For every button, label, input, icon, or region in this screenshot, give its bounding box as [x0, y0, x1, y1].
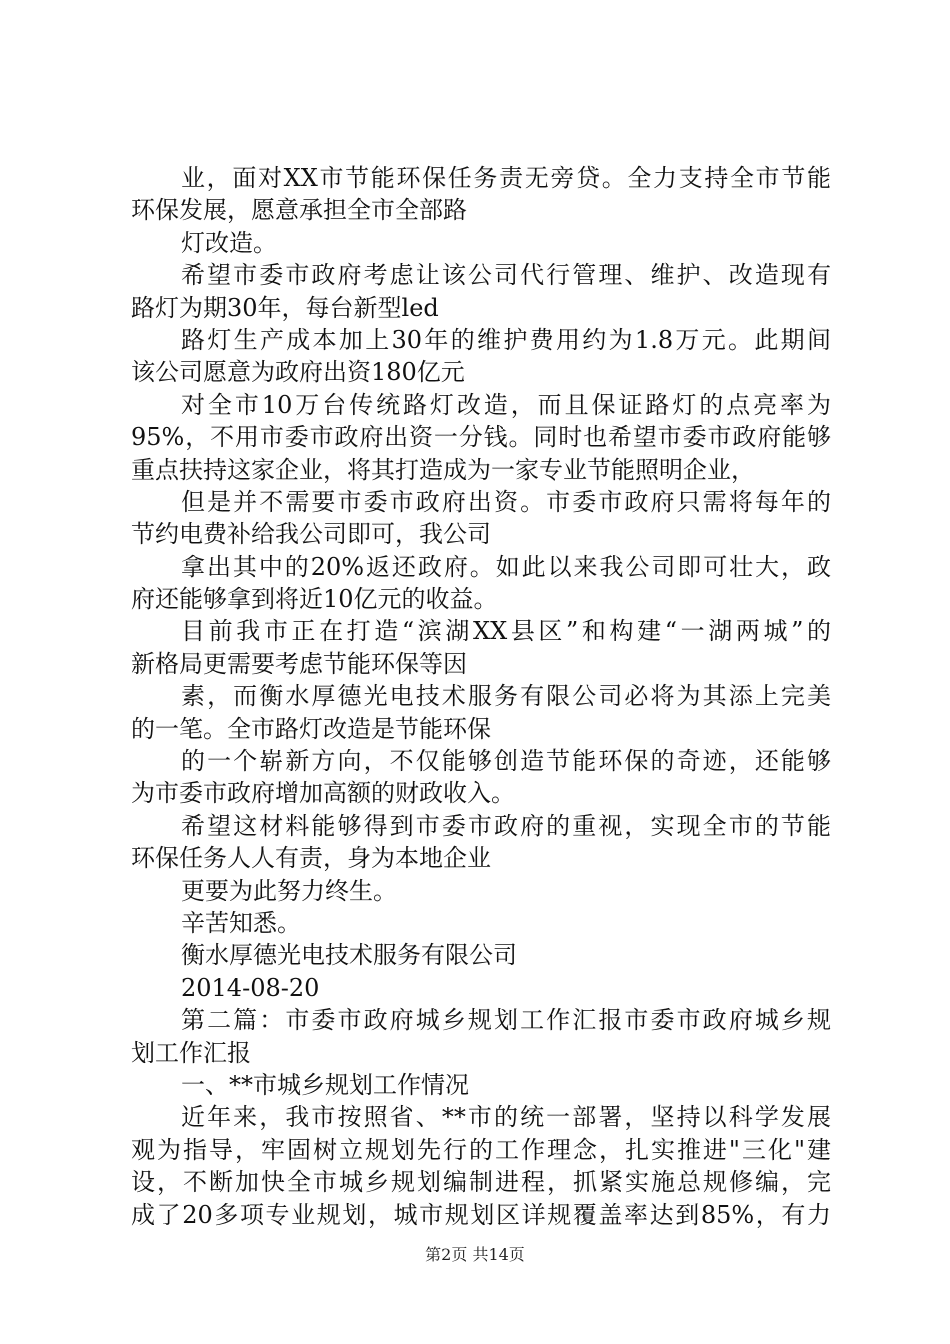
text-line: 的一笔。全市路灯改造是节能环保	[131, 714, 491, 743]
text-line: 辛苦知悉。	[181, 908, 301, 937]
text-line: 观为指导，牢固树立规划先行的工作理念，扎实推进"三化"建	[131, 1135, 831, 1164]
text-line: 环保任务人人有责，身为本地企业	[131, 844, 491, 873]
text-line: 95%，不用市委市政府出资一分钱。同时也希望市委市政府能够	[131, 423, 831, 452]
text-line: 希望这材料能够得到市委市政府的重视，实现全市的节能	[181, 811, 831, 840]
text-line: 业，面对XX市节能环保任务责无旁贷。全力支持全市节能	[181, 164, 831, 192]
text-line: 拿出其中的20%返还政府。如此以来我公司即可壮大，政	[181, 552, 831, 581]
text-line: 希望市委市政府考虑让该公司代行管理、维护、改造现有	[181, 261, 831, 290]
text-line: 节约电费补给我公司即可，我公司	[131, 520, 491, 549]
text-line: 设，不断加快全市城乡规划编制进程，抓紧实施总规修编，完	[131, 1168, 831, 1197]
text-line: 成了20多项专业规划，城市规划区详规覆盖率达到85%，有力	[131, 1200, 831, 1229]
text-line: 衡水厚德光电技术服务有限公司	[181, 941, 517, 970]
text-line: 环保发展，愿意承担全市全部路	[131, 196, 467, 225]
text-line: 府还能够拿到将近10亿元的收益。	[131, 585, 498, 614]
text-line: 路灯为期30年，每台新型led	[131, 293, 439, 322]
text-line: 路灯生产成本加上30年的维护费用约为1.8万元。此期间	[181, 325, 831, 354]
text-line: 一、**市城乡规划工作情况	[181, 1070, 469, 1099]
text-line: 素，而衡水厚德光电技术服务有限公司必将为其添上完美	[181, 682, 831, 711]
text-line: 近年来，我市按照省、**市的统一部署，坚持以科学发展	[181, 1103, 831, 1132]
text-line: 新格局更需要考虑节能环保等因	[131, 649, 467, 678]
text-line: 更要为此努力终生。	[181, 876, 397, 905]
page-footer: 第2页 共14页	[425, 1245, 525, 1264]
text-line: 对全市10万台传统路灯改造，而且保证路灯的点亮率为	[181, 390, 831, 419]
text-line: 划工作汇报	[131, 1038, 251, 1067]
text-line: 为市委市政府增加高额的财政收入。	[131, 779, 515, 808]
text-line: 目前我市正在打造“滨湖XX县区”和构建“一湖两城”的	[181, 617, 831, 646]
text-line: 的一个崭新方向，不仅能够创造节能环保的奇迹，还能够	[181, 747, 831, 776]
document-body	[131, 162, 831, 1231]
text-line: 但是并不需要市委市政府出资。市委市政府只需将每年的	[181, 487, 831, 516]
text-line: 2014-08-20	[181, 973, 320, 1002]
text-line: 该公司愿意为政府出资180亿元	[131, 358, 465, 387]
text-line: 第二篇：市委市政府城乡规划工作汇报市委市政府城乡规	[181, 1006, 831, 1035]
text-line: 灯改造。	[181, 228, 277, 257]
text-line: 重点扶持这家企业，将其打造成为一家专业节能照明企业，	[131, 455, 755, 484]
